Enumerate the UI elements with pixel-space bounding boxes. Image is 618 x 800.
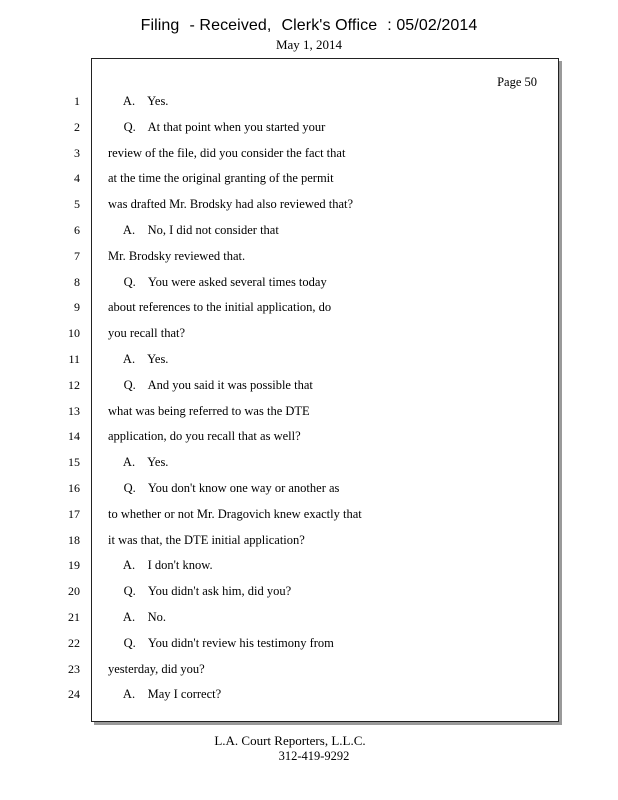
line-text: review of the file, did you consider the fact that (108, 146, 346, 160)
line-number: 18 (68, 533, 80, 547)
filing-label: Filing (140, 17, 180, 34)
line-text: Q. You were asked several times today (108, 275, 327, 289)
line-number: 16 (68, 481, 80, 495)
line-text: A. Yes. (108, 94, 169, 108)
line-text: A. No, I did not consider that (108, 223, 279, 237)
line-text: A. Yes. (108, 352, 169, 366)
line-text: Q. And you said it was possible that (108, 378, 313, 392)
line-number: 15 (68, 455, 80, 469)
footer-company: L.A. Court Reporters, L.L.C. (214, 733, 366, 748)
line-number: 14 (68, 429, 80, 443)
clerks-office-label: Clerk's Office (281, 17, 378, 34)
line-number: 23 (68, 662, 80, 676)
line-text: yesterday, did you? (108, 662, 205, 676)
stamp-date: 05/02/2014 (396, 17, 478, 34)
line-number: 2 (74, 120, 80, 134)
line-number: 5 (74, 197, 80, 211)
line-number: 20 (68, 584, 80, 598)
stamp-separator: : (387, 17, 392, 34)
line-number: 19 (68, 558, 80, 572)
line-text: what was being referred to was the DTE (108, 404, 310, 418)
line-text: Mr. Brodsky reviewed that. (108, 249, 246, 263)
line-text: about references to the initial application, do (108, 300, 332, 314)
line-text: Q. At that point when you started your (108, 120, 326, 134)
line-number: 7 (74, 249, 80, 263)
line-number: 6 (74, 223, 80, 237)
line-text: was drafted Mr. Brodsky had also reviewed that? (108, 197, 354, 211)
line-number: 1 (74, 94, 80, 108)
line-text: Q. You didn't ask him, did you? (108, 584, 292, 598)
line-number: 13 (68, 404, 80, 418)
line-text: Q. You don't know one way or another as (108, 481, 340, 495)
line-text: A. Yes. (108, 455, 169, 469)
footer-phone: 312-419-9292 (278, 749, 350, 763)
line-text: it was that, the DTE initial application? (108, 533, 305, 547)
line-number: 10 (68, 326, 80, 340)
line-number: 11 (68, 352, 80, 366)
line-text: to whether or not Mr. Dragovich knew exactly that (108, 507, 362, 521)
line-number: 12 (68, 378, 80, 392)
line-text: application, do you recall that as well? (108, 429, 301, 443)
page-number: Page 50 (497, 75, 537, 89)
received-label: - Received, (189, 17, 272, 34)
line-text: Q. You didn't review his testimony from (108, 636, 334, 650)
filing-stamp (0, 17, 618, 35)
line-number: 8 (74, 275, 80, 289)
line-number: 17 (68, 507, 80, 521)
line-text: A. No. (108, 610, 166, 624)
line-number: 24 (68, 687, 80, 701)
line-number: 21 (68, 610, 80, 624)
line-number: 22 (68, 636, 80, 650)
line-number: 4 (74, 171, 80, 185)
transcript-date: May 1, 2014 (275, 37, 343, 52)
line-text: A. May I correct? (108, 687, 222, 701)
line-number: 9 (74, 300, 80, 314)
line-number: 3 (74, 146, 80, 160)
line-text: at the time the original granting of the permit (108, 171, 334, 185)
line-text: A. I don't know. (108, 558, 213, 572)
line-text: you recall that? (108, 326, 186, 340)
